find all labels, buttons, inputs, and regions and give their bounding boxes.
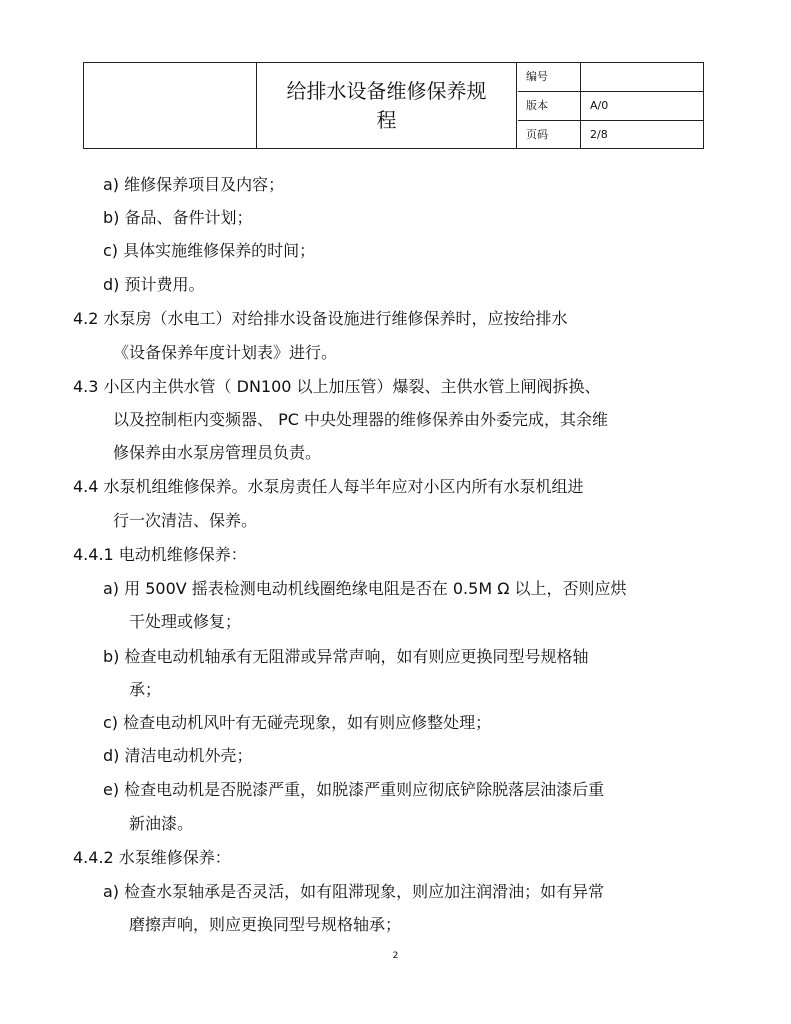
- list-item-continued: 新油漆。: [129, 814, 194, 833]
- section-heading: 4.4.2 水泵维修保养：: [73, 848, 231, 867]
- meta-value: [582, 63, 704, 91]
- section-heading: 4.4.1 电动机维修保养：: [73, 545, 247, 564]
- meta-label: 编号: [518, 63, 581, 91]
- list-item: d) 清洁电动机外壳；: [103, 746, 253, 765]
- list-item: e) 检查电动机是否脱漆严重，如脱漆严重则应彻底铲除脱落层油漆后重: [103, 780, 605, 799]
- list-item: d) 预计费用。: [103, 275, 205, 294]
- logo-cell: [84, 63, 257, 148]
- paragraph-line: 4.2 水泵房（水电工）对给排水设备设施进行维修保养时，应按给排水: [73, 309, 568, 328]
- meta-row-number: [518, 63, 704, 91]
- list-item: a) 维修保养项目及内容；: [103, 175, 285, 194]
- meta-row-version: [518, 91, 704, 121]
- paragraph-line: 《设备保养年度计划表》进行。: [113, 343, 338, 362]
- list-item-continued: 磨擦声响，则应更换同型号规格轴承；: [129, 915, 402, 934]
- list-item-continued: 承；: [129, 680, 162, 699]
- list-item: b) 备品、备件计划；: [103, 208, 253, 227]
- meta-label: 页码: [518, 121, 581, 149]
- list-item-continued: 干处理或修复；: [129, 612, 242, 631]
- document-header-table: [83, 62, 704, 149]
- paragraph-line: 4.3 小区内主供水管（ DN100 以上加压管）爆裂、主供水管上闸阀拆换、: [73, 377, 601, 396]
- list-item: c) 检查电动机风叶有无碰壳现象，如有则应修整处理；: [103, 713, 492, 732]
- paragraph-line: 以及控制柜内变频器、 PC 中央处理器的维修保养由外委完成，其余维: [113, 410, 608, 429]
- meta-row-page: [518, 120, 704, 149]
- meta-value: 2/8: [590, 128, 608, 141]
- paragraph-line: 行一次清洁、保养。: [113, 511, 258, 530]
- list-item: a) 检查水泵轴承是否灵活，如有阻滞现象，则应加注润滑油；如有异常: [103, 882, 605, 901]
- page-number: 2: [392, 951, 399, 961]
- list-item: b) 检查电动机轴承有无阻滞或异常声响，如有则应更换同型号规格轴: [103, 647, 589, 666]
- meta-value: A/0: [590, 99, 609, 112]
- title-line-2: 程: [376, 108, 397, 132]
- paragraph-line: 修保养由水泵房管理员负责。: [113, 443, 322, 462]
- meta-label: 版本: [518, 92, 581, 121]
- paragraph-line: 4.4 水泵机组维修保养。水泵房责任人每半年应对小区内所有水泵机组进: [73, 477, 584, 496]
- list-item: c) 具体实施维修保养的时间；: [103, 241, 316, 260]
- document-title: [257, 63, 517, 148]
- list-item: a) 用 500V 摇表检测电动机线圈绝缘电阻是否在 0.5M Ω 以上，否则应烘: [103, 579, 627, 598]
- title-line-1: 给排水设备维修保养规: [286, 79, 487, 103]
